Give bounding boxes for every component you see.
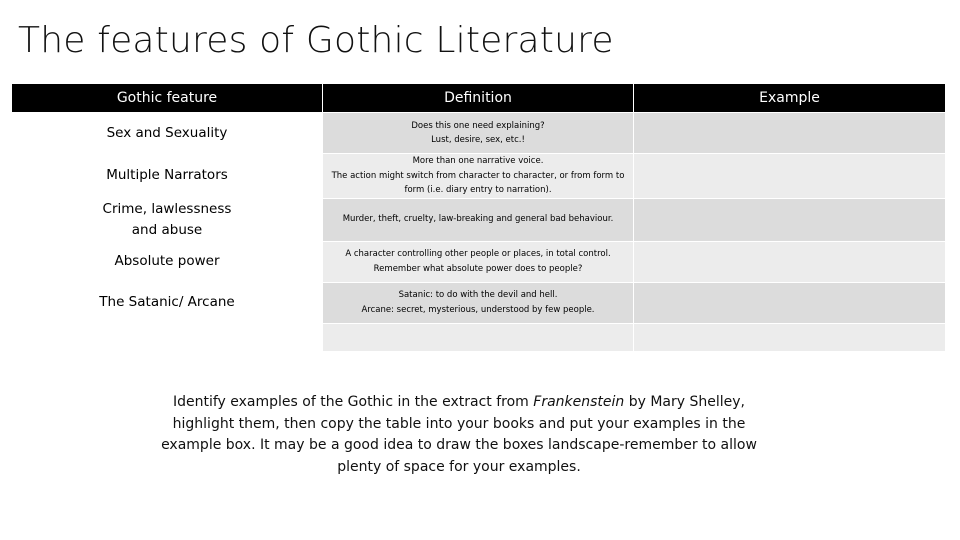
book-title: Frankenstein	[533, 394, 625, 410]
definition-line: A character controlling other people or places, in total control.	[345, 249, 611, 259]
example-cell[interactable]	[634, 241, 946, 282]
definition-line: Arcane: secret, mysterious, understood by few people.	[361, 304, 595, 315]
header-example: Example	[634, 84, 946, 113]
gothic-features-table	[11, 83, 946, 352]
definition-cell	[323, 241, 634, 282]
example-cell[interactable]	[634, 323, 946, 351]
feature-cell: Sex and Sexuality	[12, 113, 323, 154]
definition-line: Murder, theft, cruelty, law-breaking and general bad behaviour.	[342, 214, 614, 225]
feature-cell: Multiple Narrators	[12, 154, 323, 199]
feature-cell	[12, 323, 323, 351]
table-row	[12, 241, 946, 282]
definition-cell	[323, 323, 634, 351]
page-title: The features of Gothic Literature	[18, 20, 614, 61]
definition-cell	[323, 154, 634, 199]
table-row	[12, 323, 946, 351]
table-row	[12, 198, 946, 241]
definition-cell	[323, 282, 634, 323]
definition-cell	[323, 113, 634, 154]
feature-cell: Crime, lawlessness and abuse	[12, 198, 323, 241]
table-row	[12, 282, 946, 323]
example-cell[interactable]	[634, 282, 946, 323]
table-header-row	[12, 84, 946, 113]
feature-cell: The Satanic/ Arcane	[12, 282, 323, 323]
definition-line: Lust, desire, sex, etc.!	[431, 135, 525, 145]
header-definition: Definition	[323, 84, 634, 113]
definition-line: More than one narrative voice.	[412, 156, 544, 166]
instruction-text-end: by Mary Shelley, highlight them, then copy the table into your books and put your examples in the example box. It may be a good idea to draw the boxes landscape-remember to allow plenty of space for your examples.	[161, 394, 757, 475]
table-row	[12, 113, 946, 154]
example-cell[interactable]	[634, 113, 946, 154]
definition-line: Does this one need explaining?	[411, 120, 545, 131]
feature-cell: Absolute power	[12, 241, 323, 282]
table-body	[12, 113, 946, 352]
example-cell[interactable]	[634, 198, 946, 241]
definition-line: Satanic: to do with the devil and hell.	[398, 290, 558, 300]
header-gothic-feature: Gothic feature	[12, 84, 323, 113]
definition-line: The action might switch from character to character, or from form to form (i.e. diary entry to narration).	[331, 170, 625, 195]
table-row	[12, 154, 946, 199]
definition-cell	[323, 198, 634, 241]
instruction-text	[150, 392, 768, 478]
instruction-text-start: Identify examples of the Gothic in the extract from	[172, 394, 534, 410]
example-cell[interactable]	[634, 154, 946, 199]
definition-line: Remember what absolute power does to people?	[373, 263, 583, 274]
